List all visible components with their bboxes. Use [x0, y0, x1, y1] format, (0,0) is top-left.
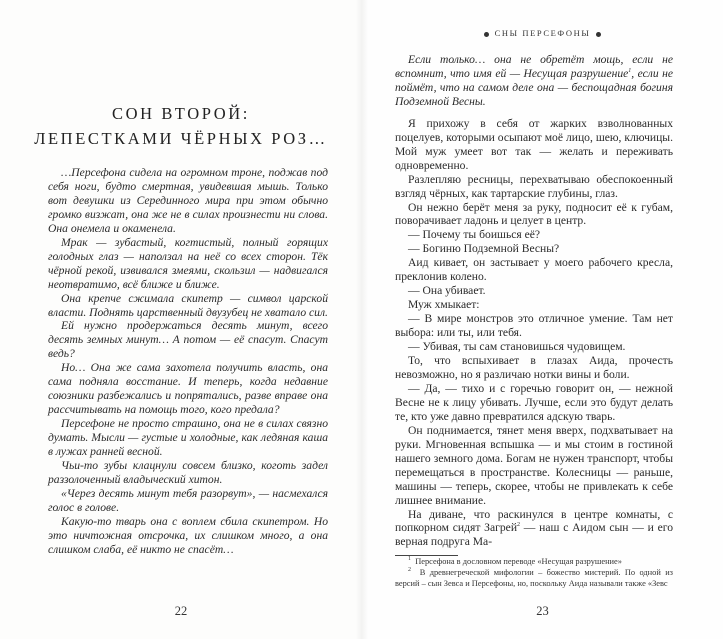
- paragraph: Но… Она же сама захотела получить власть, она сама подняла восстание. И теперь, когда недавние союзники разбежались и попрятались, разве вправе она рассчитывать на помощь того, кого предала?: [48, 361, 328, 417]
- footnote: [395, 556, 673, 567]
- paragraph: — Убивая, ты сам становишься чудовищем.: [408, 340, 626, 354]
- chapter-title-line1: СОН ВТОРОЙ:: [112, 104, 250, 123]
- running-head-text: СНЫ ПЕРСЕФОНЫ: [494, 28, 591, 38]
- paragraph: Он поднимается, тянет меня вверх, подхватывает на руки. Мгновенная вспышка — и мы стоим в гостиной нашего земного дома. Богам не нужен транспорт, чтобы перемещаться в пространстве. Колесницы — раньше, машины — теперь, скорее, чтобы не привлекать к себе лишнее внимание.: [395, 423, 673, 507]
- paragraph: …Персефона сидела на огромном троне, поджав под себя ноги, будто смертная, увидевшая мышь. Только вот девушки из Серединного мира при этом обычно громко визжат, она же не в силах произнести ни слова. Она онемела и окаменела.: [48, 166, 328, 235]
- paragraph: Персефоне не просто страшно, она не в силах связно думать. Мысли — густые и холодные, как ледяная каша в лужах ранней весной.: [48, 417, 328, 459]
- paragraph: Она крепче сжимала скипетр — символ царской власти. Поднять царственный двузубец не хватало сил.: [48, 291, 328, 319]
- footnote-mark: 2: [408, 567, 411, 574]
- chapter-title-line2: ЛЕПЕСТКАМИ ЧЁРНЫХ РОЗ…: [34, 129, 328, 148]
- paragraph: Какую-то тварь она с воплем сбила скипетром. Но это ничтожная отсрочка, их слишком много, а она слишком слаба, её никто не спасёт…: [48, 514, 328, 556]
- page-number-left: 22: [174, 604, 188, 619]
- ornament-dot-icon: [484, 32, 489, 37]
- paragraph: Ей нужно продержаться десять минут, всего десять земных минут… А потом — её спасут. Спасут ведь?: [48, 319, 328, 361]
- footnote-mark: 1: [408, 556, 411, 563]
- paragraph: [395, 508, 673, 550]
- paragraph: — Богиню Подземной Весны?: [408, 242, 560, 256]
- paragraph: — В мире монстров это отличное умение. Там нет выбора: или ты, или тебя.: [395, 312, 673, 340]
- text: — наш с Аидом сын — и его верная подруга Ма-: [395, 521, 673, 549]
- paragraph: Аид кивает, он застывает у моего рабочего кресла, преклонив колено.: [395, 256, 673, 284]
- footnote: [395, 567, 673, 589]
- paragraph: «Через десять минут тебя разорвут», — насмехался голос в голове.: [48, 486, 328, 514]
- ornament-dot-icon: [596, 32, 601, 37]
- footnote-ref: 1: [628, 68, 632, 75]
- paragraph: — Да, — тихо и с горечью говорит он, — нежной Весне не к лицу убивать. Лучше, если это будут делать те, кто уже давно превратился адскую тварь.: [395, 381, 673, 423]
- paragraph: То, что вспыхивает в глазах Аида, прочесть невозможно, но я различаю нотки вины и боли.: [395, 354, 673, 381]
- paragraph: Муж хмыкает:: [408, 298, 480, 312]
- paragraph: Мрак — зубастый, когтистый, полный горящих голодных глаз — наползал на неё со всех сторон. Тёк чёрной рекой, извивался змеями, скользил — надвигался неотвратимо, всё ближе и ближе.: [48, 235, 328, 291]
- paragraph: — Почему ты боишься её?: [408, 228, 541, 242]
- intro-italic-text: [395, 53, 673, 109]
- footnote-text: В древнегреческой мифологии – божество мистерий. По одной из версий – сын Зевса и Персефоны, но, поскольку Аида называли также «Зевс: [395, 568, 673, 589]
- paragraph: Чьи-то зубы клацнули совсем близко, коготь задел раззолоченный владыческий хитон.: [48, 459, 328, 486]
- left-body-text: [48, 166, 328, 557]
- text: , если не поймёт, что на самом деле она — беспощадная богиня Подземной Весны.: [395, 66, 673, 108]
- footnote-ref: 2: [517, 522, 521, 529]
- paragraph: [395, 53, 673, 109]
- paragraph: — Она убивает.: [408, 284, 486, 298]
- running-head: [362, 28, 723, 39]
- right-page: [362, 0, 723, 639]
- text: На диване, что раскинулся в центре комнаты, с попкорном сидят Загрей: [395, 507, 673, 535]
- page-number-right: 23: [536, 604, 549, 619]
- text: Если только… она не обретёт мощь, если не вспомнит, что имя ей — Несущая разрушение: [395, 53, 673, 80]
- paragraph: Разлепляю ресницы, перехватываю обеспокоенный взгляд чёрных, как тартарские глубины, глаз.: [395, 172, 673, 200]
- footnote-text: Персефона в дословном переводе «Несущая разрушение»: [415, 557, 622, 567]
- paragraph: Я прихожу в себя от жарких взволнованных поцелуев, которыми осыпают моё лицо, шею, ключицы. Мой муж умеет вот так — желать и переживать одновременно.: [395, 116, 673, 172]
- paragraph: Он нежно берёт меня за руку, подносит её к губам, поворачивает ладонь и целует в центр.: [395, 200, 673, 228]
- right-body-text: [395, 117, 673, 550]
